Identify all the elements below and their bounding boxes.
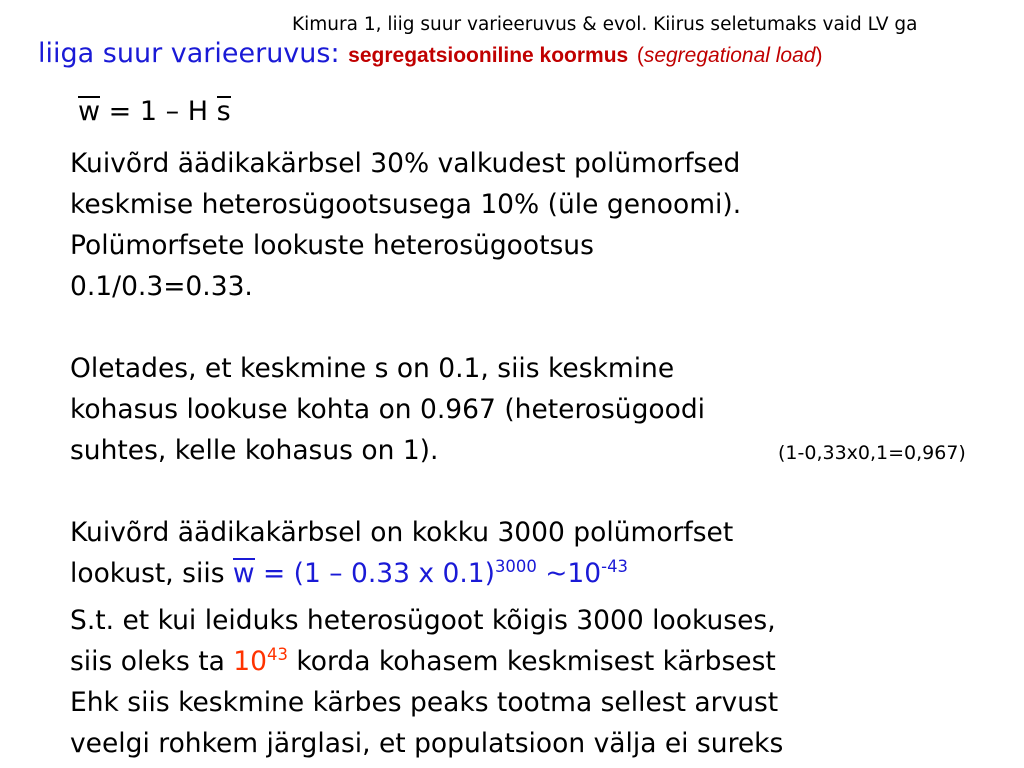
para1-line: Polümorfsete lookuste heterosügootsus (70, 230, 594, 261)
load-formula (78, 96, 231, 127)
equation-w-bar: w (232, 558, 255, 589)
para3-line2 (70, 553, 733, 594)
para4-line2-suffix: korda kohasem keskmisest kärbsest (287, 646, 776, 677)
formula-middle: = 1 – H (100, 96, 217, 127)
equation-body: = (1 – 0.33 x 0.1) (254, 558, 495, 589)
equation-exponent: 3000 (494, 557, 537, 577)
para4-line3: Ehk siis keskmine kärbes peaks tootma sellest arvust (70, 687, 779, 718)
ten-power-highlight (233, 646, 288, 677)
paragraph-total-load (70, 512, 733, 594)
heading-close-paren: ) (815, 44, 823, 67)
ten-base: 10 (233, 646, 268, 677)
formula-w-bar: w (78, 96, 101, 127)
approx-exponent: -43 (601, 557, 628, 577)
paragraph-conclusion (70, 600, 783, 764)
heading-estonian-term: segregatsiooniline koormus (348, 44, 629, 67)
heading-english-term (637, 44, 823, 67)
para4-line4: veelgi rohkem järglasi, et populatsioon välja ei sureks (70, 728, 784, 759)
para3-line2-prefix: lookust, siis (70, 558, 233, 589)
ten-exponent: 43 (267, 645, 288, 665)
paragraph-polymorphism (70, 143, 741, 307)
calculation-note: (1-0,33x0,1=0,967) (778, 442, 966, 464)
mean-fitness-equation (233, 558, 628, 589)
paragraph-fitness (70, 348, 705, 471)
para1-line: keskmise heterosügootsusega 10% (üle genoomi). (70, 189, 742, 220)
para4-line2-prefix: siis oleks ta (70, 646, 234, 677)
para1-line: 0.1/0.3=0.33. (70, 271, 253, 302)
para2-line: kohasus lookuse kohta on 0.967 (heterosügoodi (70, 394, 706, 425)
para3-line1: Kuivõrd äädikakärbsel on kokku 3000 polümorfset (70, 517, 734, 548)
para1-line: Kuivõrd äädikakärbsel 30% valkudest polümorfsed (70, 148, 741, 179)
para2-line: Oletades, et keskmine s on 0.1, siis keskmine (70, 353, 675, 384)
heading-main-text: liiga suur varieeruvus: (38, 38, 340, 69)
para2-line: suhtes, kelle kohasus on 1). (70, 435, 439, 466)
slide-top-note: Kimura 1, liig suur varieeruvus & evol. Kiirus seletumaks vaid LV ga (292, 14, 918, 35)
slide-heading (38, 38, 822, 69)
equation-approx: ~10 (536, 558, 602, 589)
para4-line2 (70, 641, 783, 682)
formula-s-bar: s (216, 96, 231, 127)
heading-open-paren: ( (636, 44, 644, 67)
heading-english-italic: segregational load (643, 44, 816, 67)
para4-line1: S.t. et kui leiduks heterosügoot kõigis 3000 lookuses, (70, 605, 776, 636)
